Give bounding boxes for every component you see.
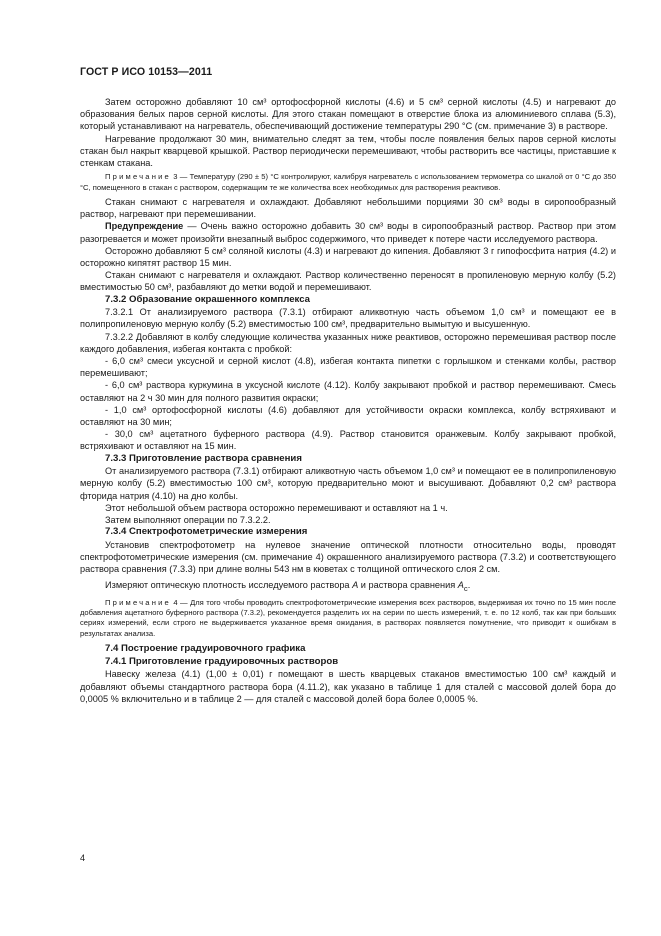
symbol-ac: A [457,579,464,590]
paragraph: Затем выполняют операции по 7.3.2.2. [105,515,271,526]
paragraph: 7.3.2.1 От анализируемого раствора (7.3.1) отбирают аликвотную часть объемом 1,0 см³ и помещают ее в полипропиленовую мерную колбу (5.2) вместимостью 100 см³, предварительно вымытую и высушенную. [80,307,616,330]
note-label: Примечание [105,597,171,607]
paragraph: Навеску железа (4.1) (1,00 ± 0,01) г помещают в шесть кварцевых стаканов вместимостью 100 см³ каждый и добавляют объемы стандартного раствора бора (4.11.2), как указано в таблице 1 для сталей с массовой долей бора до 0,0005 % включительно и в таблице 2 — для сталей с массовой долей бора более 0,0005 %. [80,669,616,704]
paragraph: Этот небольшой объем раствора осторожно перемешивают и оставляют на 1 ч. [105,502,448,513]
note-text: 3 — Температуру (290 ± 5) °С контролируют, калибруя нагреватель с использованием термометра со шкалой от 0 °С до 350 °С, помещенного в стакан с раствором, содержащим те же количества всех необходимых для растворения реактивов. [80,172,616,192]
paragraph: 7.3.2.2 Добавляют в колбу следующие количества указанных ниже реактивов, осторожно перемешивая раствор после каждого добавления, избегая контакта с пробкой: [80,331,616,354]
list-item: - 6,0 см³ раствора куркумина в уксусной кислоте (4.12). Колбу закрывают пробкой и раствор перемешивают. Смесь оставляют на 2 ч 30 мин для полного развития окраски; [80,380,616,403]
warning-paragraph [80,220,616,244]
warning-label: Предупреждение [105,221,184,232]
paragraph: Затем осторожно добавляют 10 см³ ортофосфорной кислоты (4.6) и 5 см³ серной кислоты (4.5) и нагревают до образования белых паров серной кислоты. Для этого стакан помещают в отверстие блока из алюминиевого сплава (5.3), который устанавливают на нагреватель, обеспечивающий достижение температуры 290 °С (см. примечание 3) в растворе. [80,97,616,132]
section-heading-7-3-3: 7.3.3 Приготовление раствора сравнения [105,452,302,464]
paragraph: Нагревание продолжают 30 мин, внимательно следят за тем, чтобы после появления белых паров серной кислоты стакан был накрыт кварцевой крышкой. Раствор периодически перемешивают, чтобы растворить все частицы, приставшие к стенкам стакана. [80,133,616,169]
list-item: - 1,0 см³ ортофосфорной кислоты (4.6) добавляют для устойчивости окраски комплекса, колбу встряхивают и оставляют на 30 мин; [80,404,616,428]
note-label: Примечание [105,172,171,182]
document-header: ГОСТ Р ИСО 10153—2011 [80,66,213,78]
paragraph: От анализируемого раствора (7.3.1) отбирают аликвотную часть объемом 1,0 см³ и помещают ее в полипропиленовую мерную колбу (5.2) вместимостью 100 см³, которую предварительно моют и высушивают. Добавляют 0,2 см³ раствора фторида натрия (4.10) на дно колбы. [80,466,616,501]
page-number: 4 [80,853,86,863]
list-item: - 30,0 см³ ацетатного буферного раствора (4.9). Раствор становится оранжевым. Колбу закрывают пробкой, встряхивают и оставляют на 15 мин. [80,429,616,452]
paragraph: Стакан снимают с нагревателя и охлаждают. Добавляют небольшими порциями 30 см³ воды в сиропообразный раствор, нагревают при перемешивании. [80,197,616,220]
section-heading-7-4-1: 7.4.1 Приготовление градуировочных растворов [105,655,339,667]
subscript-c: c [463,583,468,593]
paragraph: Стакан снимают с нагревателя и охлаждают. Раствор количественно переносят в пропиленовую мерную колбу (5.2) вместимостью 50 см³, разбавляют до метки водой и перемешивают. [80,270,616,293]
warning-text: — Очень важно осторожно добавить 30 см³ воды в сиропообразный раствор. Раствор при этом разогревается и может произойти внезапный выброс содержимого, что приведет к потере части исследуемого раствора. [80,221,616,244]
symbol-a: A [352,579,359,590]
note-text: 4 — Для того чтобы проводить спектрофотометрические измерения всех растворов, выдерживая их точно по 15 мин после добавления ацетатного буферного раствора (7.3.2), рекомендуется разделить их на серии по шесть измерений, т. е. по 12 колб, так как при больших сериях измерений, если строго не выдерживается указанное время ожидания, в растворах появляется помутнение, что приводит к ошибкам в результатах анализа. [80,597,616,638]
section-heading-7-3-4: 7.3.4 Спектрофотометрические измерения [105,526,308,538]
paragraph: Установив спектрофотометр на нулевое значение оптической плотности относительно воды, проводят спектрофотометрические измерения (см. примечание 4) окрашенного анализируемого раствора (7.3.2) и соответствующего раствора сравнения (7.3.3) при длине волны 543 нм в кюветах с толщиной оптического слоя 2 см. [80,539,616,575]
section-heading-7-4: 7.4 Построение градуировочного графика [105,643,306,655]
document-body [80,96,616,705]
list-item: - 6,0 см³ смеси уксусной и серной кислот (4.8), избегая контакта пипетки с горлышком и стенками колбы, раствор перемешивают; [80,356,616,379]
note-4 [80,598,616,640]
note-3 [80,172,616,193]
paragraph: Осторожно добавляют 5 см³ соляной кислоты (4.3) и нагревают до кипения. Добавляют 3 г гипофосфита натрия (4.2) и осторожно кипятят раствор 15 мин. [80,245,616,269]
section-heading-7-3-2: 7.3.2 Образование окрашенного комплекса [105,293,310,305]
paragraph-absorbance: Измеряют оптическую плотность исследуемого раствора A и раствора сравнения $A_c$. [105,579,471,593]
